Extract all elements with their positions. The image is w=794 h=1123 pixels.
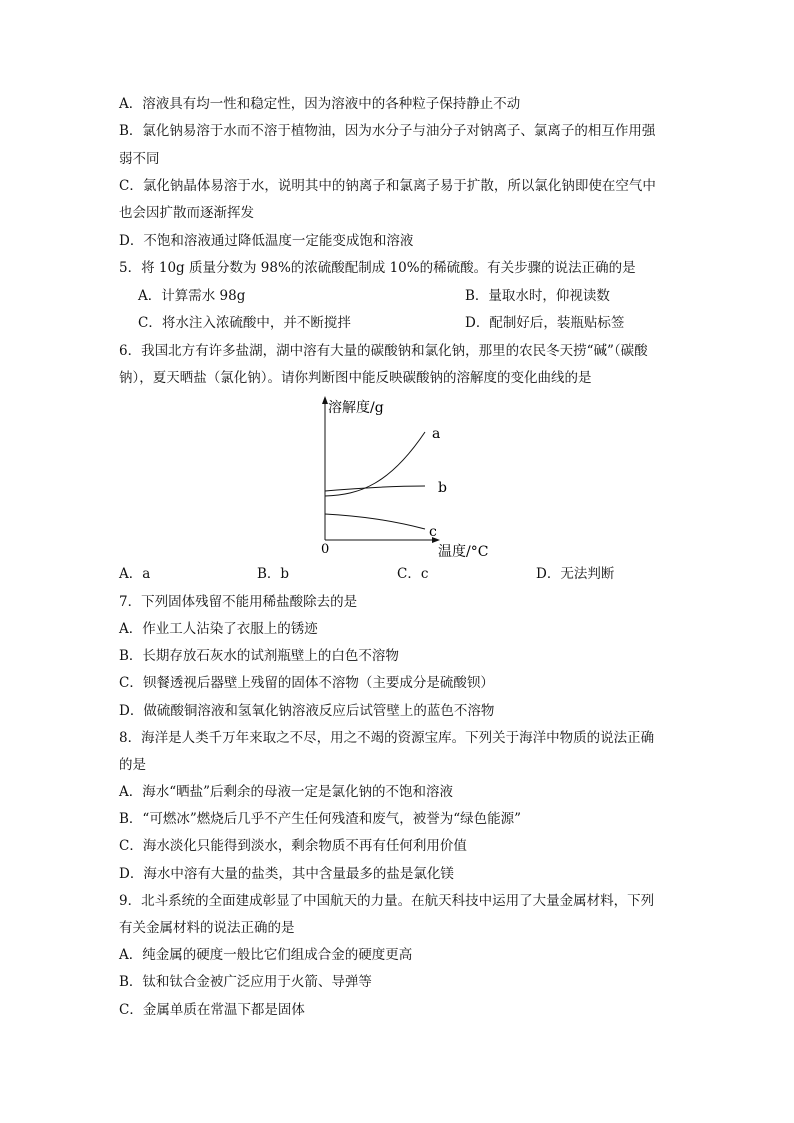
q4-option-a: A．溶液具有均一性和稳定性，因为溶液中的各种粒子保持静止不动 [119,96,521,112]
q4-option-b-line1: B．氯化钠易溶于水而不溶于植物油，因为水分子与油分子对钠离子、氯离子的相互作用强 [119,123,656,139]
q7-stem: 7．下列固体残留不能用稀盐酸除去的是 [119,594,358,610]
q6-option-d: D．无法判断 [536,566,615,582]
q9-option-b: B．钛和钛合金被广泛应用于火箭、导弹等 [119,974,372,990]
curve-c [325,514,425,529]
q5-option-d: D．配制好后，装瓶贴标签 [465,315,625,331]
q5-option-b: B．量取水时，仰视读数 [465,288,610,304]
curve-b-label: b [438,480,447,496]
q6-stem-line1: 6．我国北方有许多盐湖，湖中溶有大量的碳酸钠和氯化钠，那里的农民冬天捞“碱”（碳酸 [119,343,648,359]
curve-c-label: c [429,524,437,540]
q9-option-c: C．金属单质在常温下都是固体 [119,1002,305,1018]
x-axis-label: 温度/°C [438,544,489,560]
q8-option-b: B．“可燃冰”燃烧后几乎不产生任何残渣和废气，被誉为“绿色能源” [119,811,522,827]
q7-option-d: D．做硫酸铜溶液和氢氧化钠溶液反应后试管壁上的蓝色不溶物 [119,703,495,719]
q6-option-b: B．b [257,566,290,582]
q6-option-a: A．a [119,566,151,582]
q5-stem: 5．将 10g 质量分数为 98%的浓硫酸配制成 10%的稀硫酸。有关步骤的说法正确的是 [119,260,636,276]
q4-option-d: D．不饱和溶液通过降低温度一定能变成饱和溶液 [119,233,414,249]
q9-stem-line2: 有关金属材料的说法正确的是 [119,920,295,936]
origin-label: 0 [321,542,330,557]
solubility-graph [300,392,510,564]
q4-option-b-line2: 弱不同 [119,151,160,167]
q5-option-c: C．将水注入浓硫酸中，并不断搅拌 [138,315,351,331]
q4-option-c-line2: 也会因扩散而逐渐挥发 [119,205,254,221]
curve-b [325,486,425,491]
q7-option-b: B．长期存放石灰水的试剂瓶壁上的白色不溶物 [119,648,399,664]
q6-stem-line2: 钠），夏天晒盐（氯化钠）。请你判断图中能反映碳酸钠的溶解度的变化曲线的是 [119,370,592,386]
y-axis-label: 溶解度/g [328,400,384,416]
q8-stem-line1: 8．海洋是人类千万年来取之不尽，用之不竭的资源宝库。下列关于海洋中物质的说法正确 [119,730,655,746]
curve-a-label: a [432,426,441,442]
q8-option-c: C．海水淡化只能得到淡水，剩余物质不再有任何利用价值 [119,838,467,854]
q6-option-c: C．c [397,566,429,582]
q7-option-c: C．钡餐透视后器壁上残留的固体不溶物（主要成分是硫酸钡） [119,675,494,691]
q9-option-a: A．纯金属的硬度一般比它们组成合金的硬度更高 [119,947,413,963]
q8-stem-line2: 的是 [119,757,146,773]
q7-option-a: A．作业工人沾染了衣服上的锈迹 [119,621,318,637]
q8-option-a: A．海水“晒盐”后剩余的母液一定是氯化钠的不饱和溶液 [119,784,454,800]
q5-option-a: A．计算需水 98g [138,288,246,304]
q9-stem-line1: 9．北斗系统的全面建成彰显了中国航天的力量。在航天科技中运用了大量金属材料，下列 [119,893,655,909]
q8-option-d: D．海水中溶有大量的盐类，其中含量最多的盐是氯化镁 [119,866,454,882]
q4-option-c-line1: C．氯化钠晶体易溶于水，说明其中的钠离子和氯离子易于扩散，所以氯化钠即使在空气中 [119,178,656,194]
